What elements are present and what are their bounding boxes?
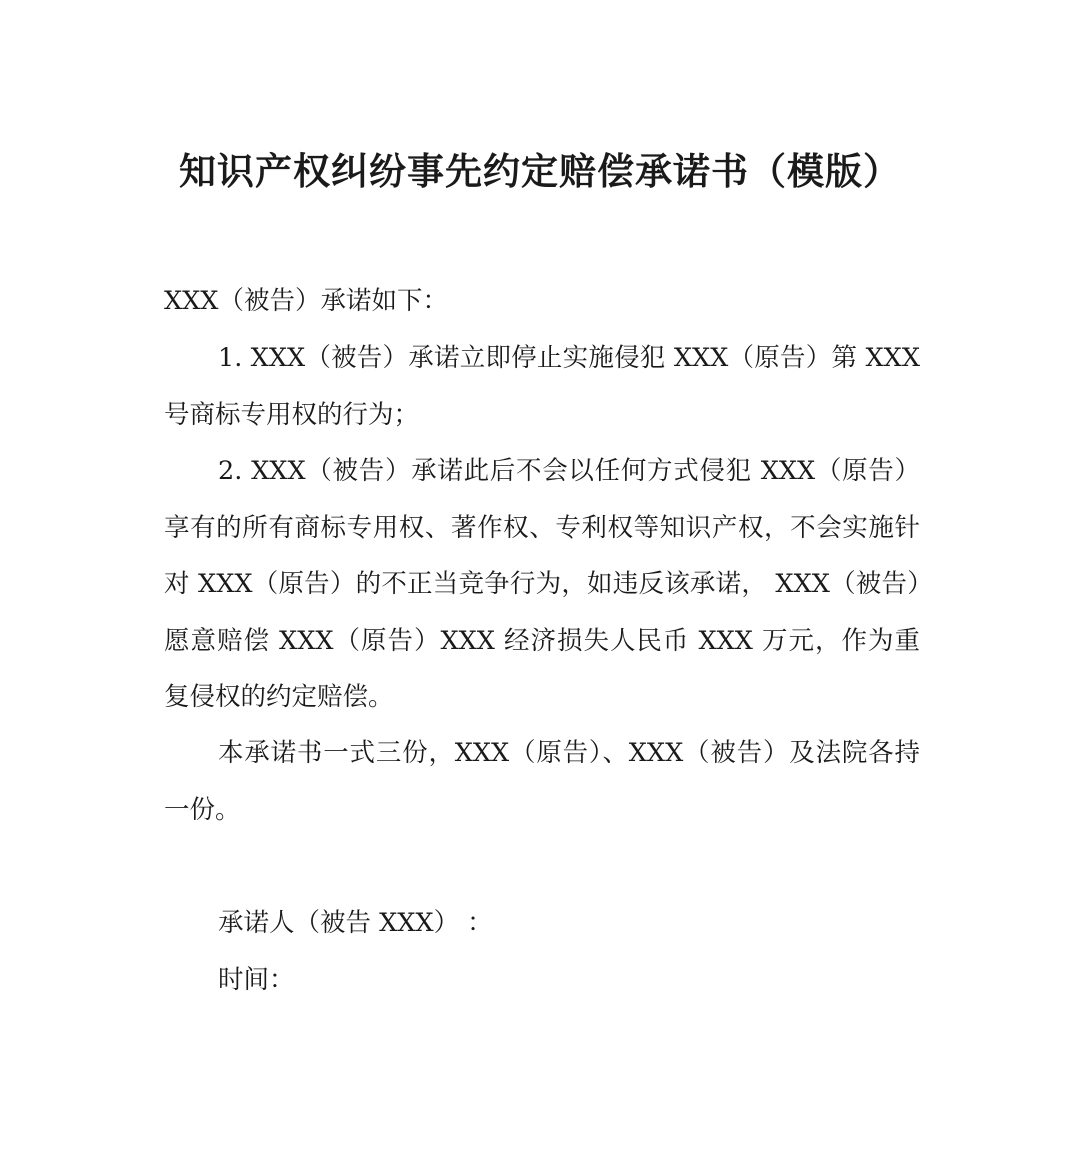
intro-paragraph: XXX（被告）承诺如下： [164, 286, 448, 316]
document-title: 知识产权纠纷事先约定赔偿承诺书（模版） [179, 150, 901, 193]
date-line: 时间： [218, 965, 295, 995]
promisor-signature-line: 承诺人（被告 XXX） ： [218, 908, 493, 938]
commitment-item-2: 2. XXX（被告）承诺此后不会以任何方式侵犯 XXX（原告）享有的所有商标专用权、著作权、专利权等知识产权，不会实施针对 XXX（原告）的不正当竞争行为，如违反该承诺， XXX（被告）愿意赔偿 XXX（原告）XXX 经济损失人民币 XXX 万元，作为重复侵权的约定赔偿。 [164, 456, 920, 712]
copies-clause: 本承诺书一式三份，XXX（原告）、XXX（被告）及法院各持一份。 [164, 738, 920, 825]
commitment-item-1: 1. XXX（被告）承诺立即停止实施侵犯 XXX（原告）第 XXX 号商标专用权的行为； [164, 343, 920, 430]
